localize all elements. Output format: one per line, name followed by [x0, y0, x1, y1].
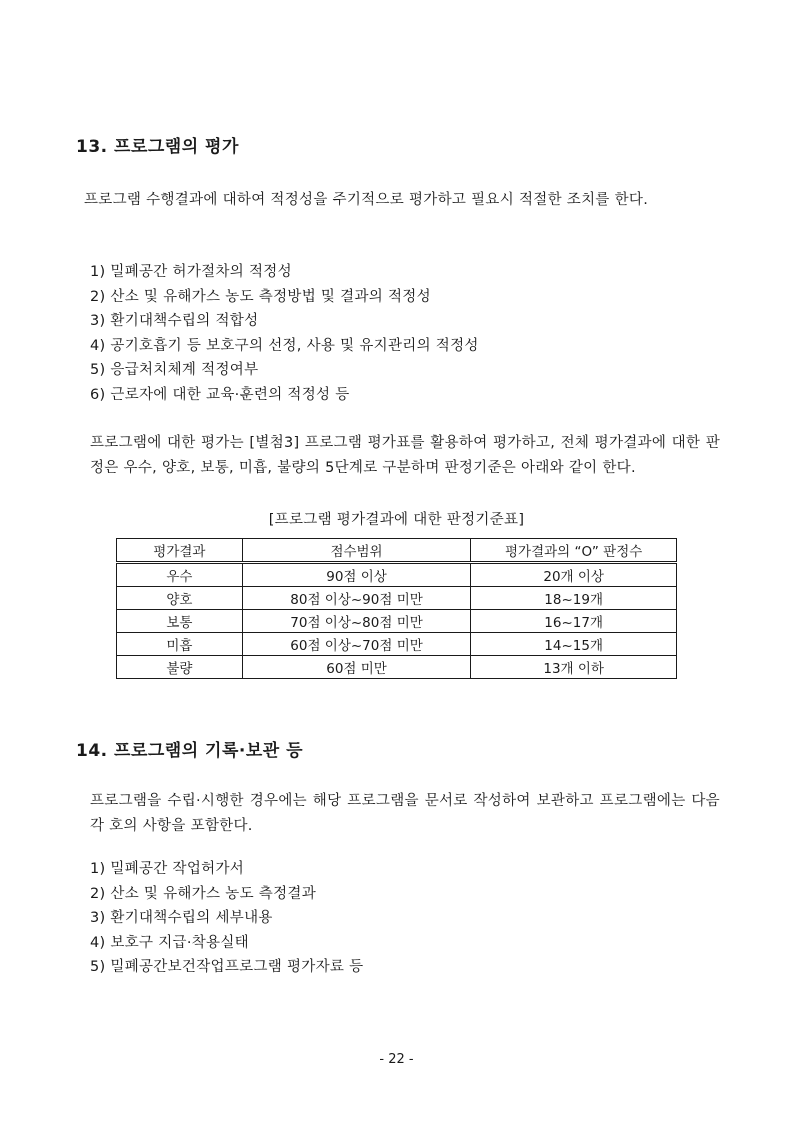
list-item: 1) 밀폐공간 작업허가서: [90, 861, 245, 877]
section-13-intro: 프로그램 수행결과에 대하여 적정성을 주기적으로 평가하고 필요시 적절한 조치를 한다.: [84, 192, 649, 208]
table-cell: 양호: [117, 587, 243, 610]
column-header: 평가결과: [117, 539, 243, 563]
section-13-evaluation-items: [90, 260, 479, 408]
list-item: 6) 근로자에 대한 교육·훈련의 적정성 등: [90, 386, 350, 403]
table-cell: 20개 이상: [471, 563, 677, 587]
column-header: 점수범위: [242, 539, 471, 563]
table-row: [117, 610, 677, 633]
list-item: 5) 응급처치체계 적정여부: [90, 362, 259, 379]
table-cell: 보통: [117, 610, 243, 633]
table-cell: 18~19개: [471, 587, 677, 610]
table-cell: 80점 이상~90점 미만: [242, 587, 471, 610]
list-item: 2) 산소 및 유해가스 농도 측정방법 및 결과의 적정성: [90, 288, 431, 305]
table-row: [117, 633, 677, 656]
page-number: - 22 -: [379, 1052, 414, 1067]
table-row: [117, 656, 677, 679]
table-cell: 우수: [117, 563, 243, 587]
table-cell: 13개 이하: [471, 656, 677, 679]
table-cell: 16~17개: [471, 610, 677, 633]
table-header-row: [117, 539, 677, 563]
list-item: 4) 공기호흡기 등 보호구의 선정, 사용 및 유지관리의 적정성: [90, 337, 479, 354]
table-caption: [프로그램 평가결과에 대한 판정기준표]: [268, 512, 525, 528]
list-item: 2) 산소 및 유해가스 농도 측정결과: [90, 885, 317, 902]
section-13-heading: 13. 프로그램의 평가: [76, 137, 239, 157]
section-14-record-items: [90, 857, 363, 980]
table-row: [117, 587, 677, 610]
table-cell: 60점 미만: [242, 656, 471, 679]
list-item: 1) 밀폐공간 허가절차의 적정성: [90, 264, 292, 280]
list-item: 3) 환기대책수립의 세부내용: [90, 910, 273, 927]
list-item: 4) 보호구 지급·착용실태: [90, 934, 249, 951]
table-cell: 70점 이상~80점 미만: [242, 610, 471, 633]
judgement-criteria-table: [116, 538, 677, 679]
section-13-judgement-paragraph: 프로그램에 대한 평가는 [별첨3] 프로그램 평가표를 활용하여 평가하고, 전체 평가결과에 대한 판정은 우수, 양호, 보통, 미흡, 불량의 5단계로 구분하며 판정기준은 아래와 같이 한다.: [90, 435, 720, 476]
table-cell: 미흡: [117, 633, 243, 656]
table-row: [117, 563, 677, 587]
table-cell: 14~15개: [471, 633, 677, 656]
list-item: 3) 환기대책수립의 적합성: [90, 313, 259, 330]
section-14-heading: 14. 프로그램의 기록·보관 등: [76, 741, 304, 761]
list-item: 5) 밀폐공간보건작업프로그램 평가자료 등: [90, 959, 364, 976]
section-14-intro: 프로그램을 수립·시행한 경우에는 해당 프로그램을 문서로 작성하여 보관하고 프로그램에는 다음 각 호의 사항을 포함한다.: [90, 793, 720, 834]
column-header: 평가결과의 “O” 판정수: [471, 539, 677, 563]
table-cell: 60점 이상~70점 미만: [242, 633, 471, 656]
table-cell: 불량: [117, 656, 243, 679]
table-cell: 90점 이상: [242, 563, 471, 587]
